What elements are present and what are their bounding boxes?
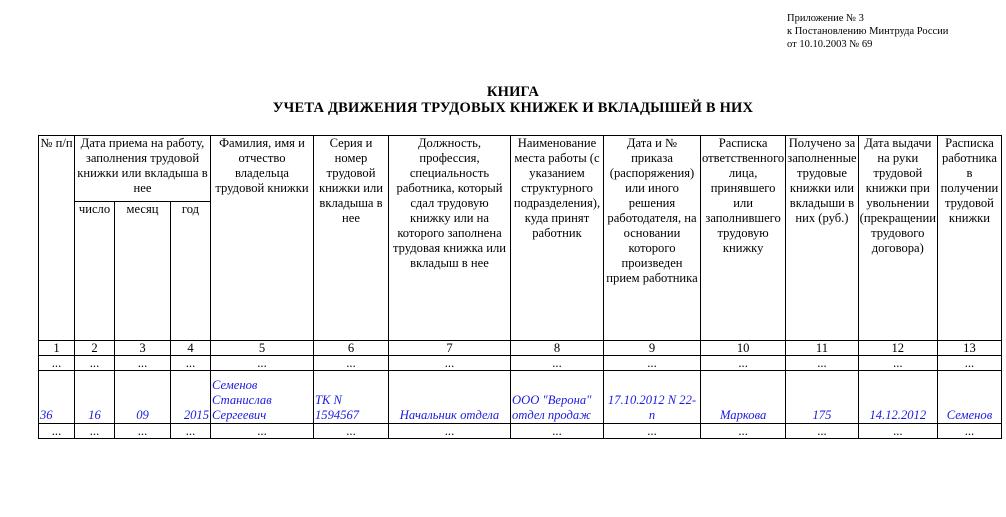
ellipsis-cell: ... xyxy=(858,424,937,439)
ellipsis-cell: ... xyxy=(701,424,786,439)
column-number: 12 xyxy=(858,341,937,356)
column-number: 13 xyxy=(937,341,1001,356)
entry-workplace: ООО "Верона" отдел продаж xyxy=(511,371,604,424)
ellipsis-cell: ... xyxy=(701,356,786,371)
ellipsis-cell: ... xyxy=(39,424,75,439)
ellipsis-cell: ... xyxy=(858,356,937,371)
appendix-note xyxy=(787,12,948,51)
header-cell: Наименование места работы (с указанием структурного подразделения), куда принят работник xyxy=(511,136,604,341)
header-cell: число xyxy=(75,202,115,341)
column-number-row xyxy=(39,341,1002,356)
entry-employee-signature: Семенов xyxy=(937,371,1001,424)
ellipsis-cell: ... xyxy=(511,424,604,439)
header-cell: месяц xyxy=(115,202,171,341)
header-cell: Дата и № приказа (распоряжения) или иного решения работодателя, на основании которого произведен прием работника xyxy=(604,136,701,341)
column-number: 3 xyxy=(115,341,171,356)
header-cell: Серия и номер трудовой книжки или вкладыша в нее xyxy=(314,136,389,341)
entry-position: Начальник отдела xyxy=(389,371,511,424)
appendix-line: Приложение № 3 xyxy=(787,13,864,24)
header-row xyxy=(39,136,1002,202)
header-cell: Должность, профессия, специальность работника, который сдал трудовую книжку или на которого заполнена трудовая книжка или вкладыш в нее xyxy=(389,136,511,341)
ellipsis-cell: ... xyxy=(604,424,701,439)
entry-row xyxy=(39,371,1002,424)
ellipsis-cell: ... xyxy=(171,424,211,439)
column-number: 4 xyxy=(171,341,211,356)
ellipsis-cell: ... xyxy=(314,356,389,371)
header-cell: № п/п xyxy=(39,136,75,341)
ellipsis-cell: ... xyxy=(389,424,511,439)
column-number: 8 xyxy=(511,341,604,356)
entry-responsible-signature: Маркова xyxy=(701,371,786,424)
header-cell: Расписка работника в получении трудовой книжки xyxy=(937,136,1001,341)
register-table xyxy=(38,135,1002,439)
ellipsis-cell: ... xyxy=(115,356,171,371)
ellipsis-cell: ... xyxy=(511,356,604,371)
ellipsis-cell: ... xyxy=(786,424,858,439)
ellipsis-cell: ... xyxy=(211,424,314,439)
title-line: КНИГА xyxy=(486,84,540,100)
ellipsis-cell: ... xyxy=(786,356,858,371)
column-number: 7 xyxy=(389,341,511,356)
title-line: УЧЕТА ДВИЖЕНИЯ ТРУДОВЫХ КНИЖЕК И ВКЛАДЫШЕЙ В НИХ xyxy=(272,100,754,116)
entry-issue-date: 14.12.2012 xyxy=(858,371,937,424)
ellipsis-cell: ... xyxy=(314,424,389,439)
ellipsis-cell: ... xyxy=(604,356,701,371)
entry-order: 17.10.2012 N 22-п xyxy=(604,371,701,424)
appendix-line: к Постановлению Минтруда России xyxy=(787,26,949,37)
entry-month: 09 xyxy=(115,371,171,424)
ellipsis-cell: ... xyxy=(39,356,75,371)
ellipsis-cell: ... xyxy=(115,424,171,439)
ellipsis-cell: ... xyxy=(937,356,1001,371)
ellipsis-cell: ... xyxy=(211,356,314,371)
entry-received: 175 xyxy=(786,371,858,424)
entry-series-number: ТК N 1594567 xyxy=(314,371,389,424)
header-cell: год xyxy=(171,202,211,341)
header-cell: Получено за заполненные трудовые книжки или вкладыши в них (руб.) xyxy=(786,136,858,341)
ellipsis-cell: ... xyxy=(389,356,511,371)
entry-year: 2015 xyxy=(171,371,211,424)
entry-day: 16 xyxy=(75,371,115,424)
column-number: 9 xyxy=(604,341,701,356)
ellipsis-cell: ... xyxy=(75,356,115,371)
header-cell: Дата приема на работу, заполнения трудовой книжки или вкладыша в нее xyxy=(75,136,211,202)
column-number: 11 xyxy=(786,341,858,356)
column-number: 2 xyxy=(75,341,115,356)
header-cell: Расписка ответственного лица, принявшего или заполнившего трудовую книжку xyxy=(701,136,786,341)
column-number: 10 xyxy=(701,341,786,356)
column-number: 5 xyxy=(211,341,314,356)
header-cell: Фамилия, имя и отчество владельца трудовой книжки xyxy=(211,136,314,341)
ellipsis-cell: ... xyxy=(937,424,1001,439)
header-cell: Дата выдачи на руки трудовой книжки при увольнении (прекращении трудового договора) xyxy=(858,136,937,341)
ellipsis-cell: ... xyxy=(75,424,115,439)
document-title xyxy=(0,84,1006,116)
ellipsis-cell: ... xyxy=(171,356,211,371)
ellipsis-row xyxy=(39,356,1002,371)
entry-name: Семенов Станислав Сергеевич xyxy=(211,371,314,424)
column-number: 6 xyxy=(314,341,389,356)
column-number: 1 xyxy=(39,341,75,356)
appendix-line: от 10.10.2003 № 69 xyxy=(787,39,873,50)
entry-number: 36 xyxy=(39,371,75,424)
ellipsis-row xyxy=(39,424,1002,439)
